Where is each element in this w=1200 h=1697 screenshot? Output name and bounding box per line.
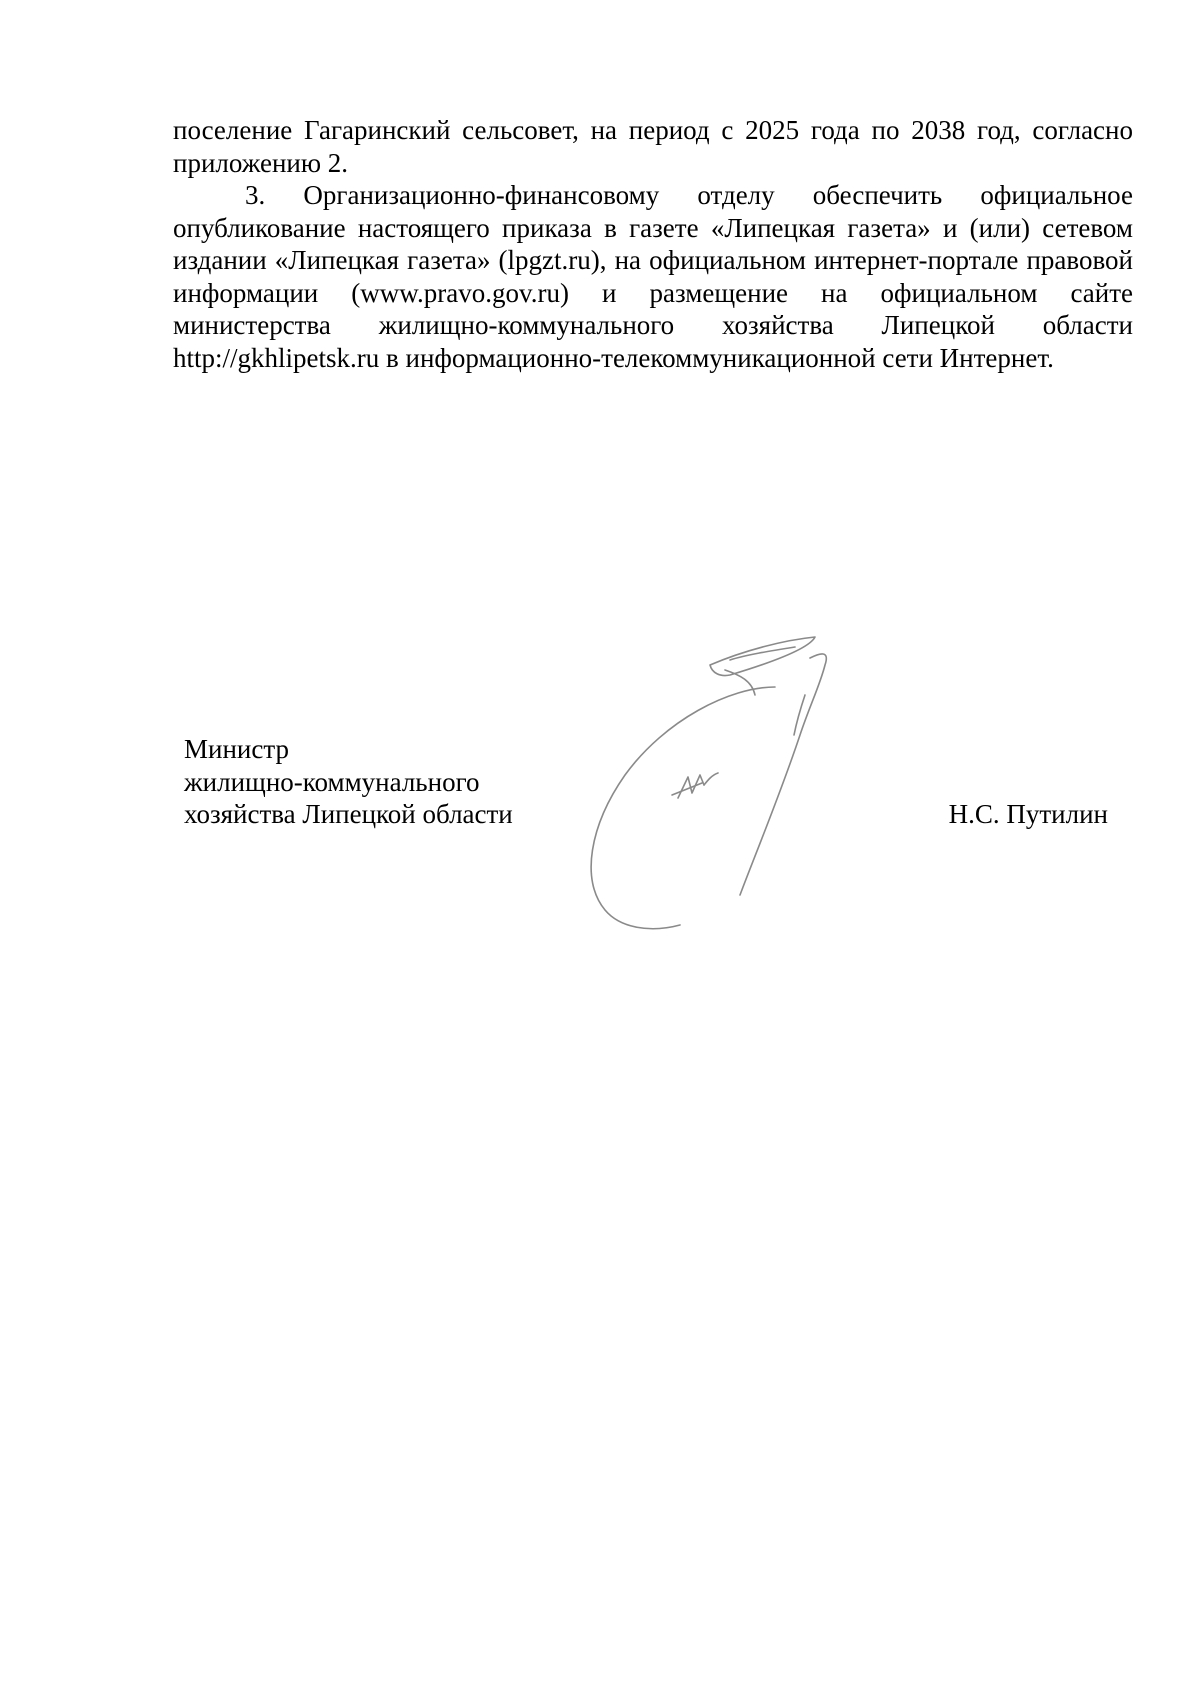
signatory-name: Н.С. Путилин (948, 799, 1108, 829)
handwritten-signature (580, 625, 910, 935)
document-body (173, 114, 1133, 374)
signatory-position (184, 733, 513, 831)
position-line-3: хозяйства Липецкой области (184, 799, 513, 829)
position-line-1: Министр (184, 734, 289, 764)
position-line-2: жилищно-коммунального (184, 766, 480, 797)
paragraph-3: 3. Организационно-финансовому отделу обеспечить официальное опубликование настоящего приказа в газете «Липецкая газета» и (или) сетевом издании «Липецкая газета» (lpgzt.ru), на официальном интернет-портале правовой информации (www.pravo.gov.ru) и размещение на официальном сайте министерства жилищно-коммунального хозяйства Липецкой области http://gkhlipetsk.ru в информационно-телекоммуникационной сети Интернет. (173, 180, 1133, 373)
paragraph-continuation: поселение Гагаринский сельсовет, на период с 2025 года по 2038 год, согласно приложению 2. (173, 115, 1133, 178)
